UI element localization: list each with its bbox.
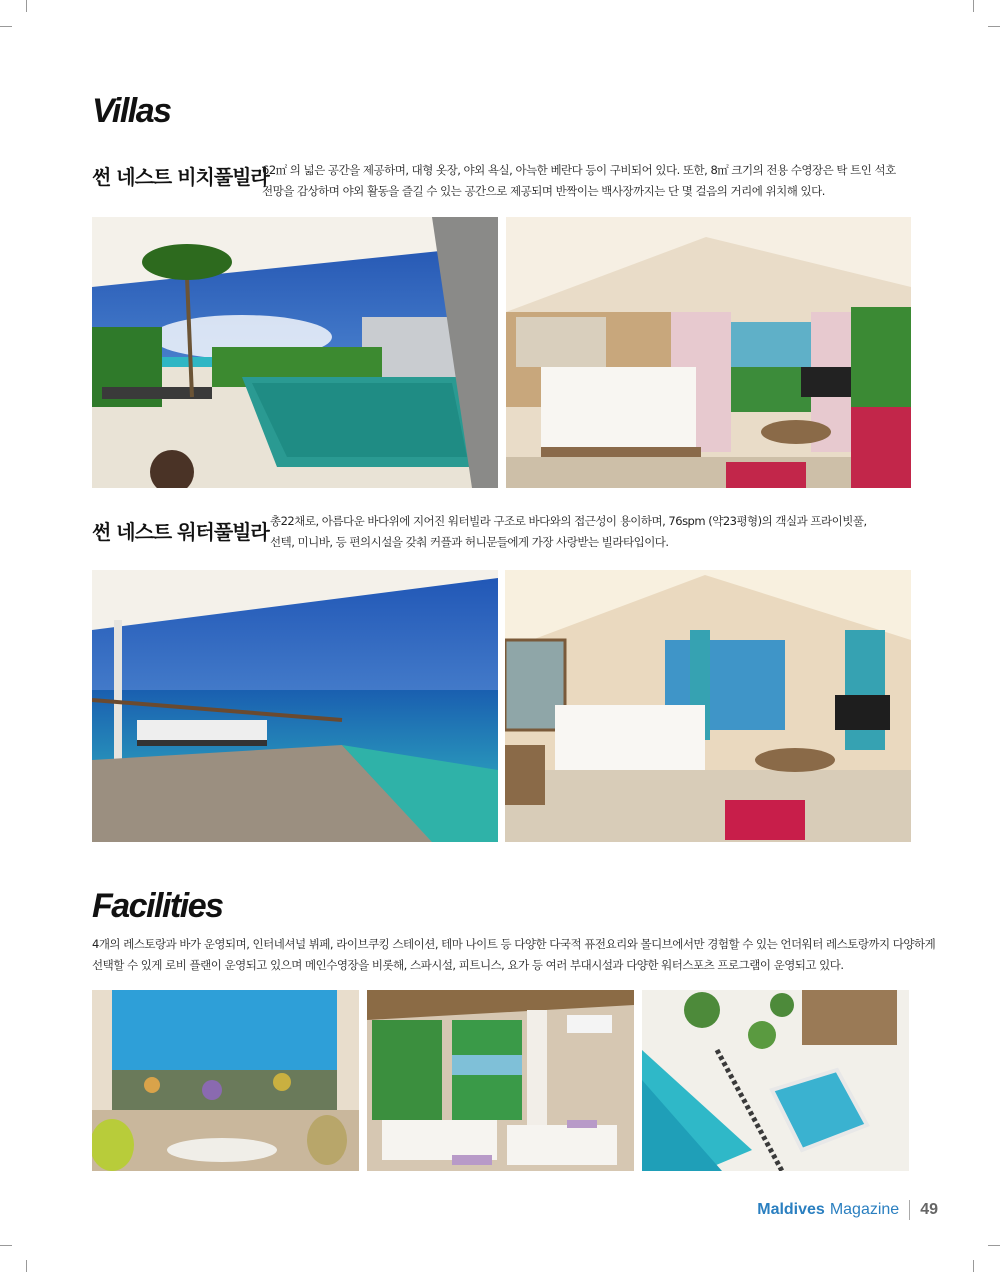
spa-room-photo xyxy=(367,990,634,1171)
villas-heading: Villas xyxy=(92,92,171,130)
facilities-heading: Facilities xyxy=(92,887,223,925)
description-line: 선텍, 미니바, 등 편의시설을 갖춰 커플과 허니문들에게 가장 사랑받는 빌라타입이다. xyxy=(270,535,669,549)
footer-divider xyxy=(909,1200,910,1220)
crop-mark xyxy=(0,1245,12,1246)
crop-mark xyxy=(973,1260,974,1272)
water-pool-villa-title: 썬 네스트 워터풀빌라 xyxy=(92,520,269,544)
crop-mark xyxy=(0,26,12,27)
facilities-description xyxy=(92,934,935,976)
underwater-restaurant-photo xyxy=(92,990,359,1171)
aerial-pool-photo xyxy=(642,990,909,1171)
page-number: 49 xyxy=(920,1201,938,1218)
magazine-brand-maldives: Maldives xyxy=(757,1201,825,1218)
beach-pool-villa-title: 썬 네스트 비치풀빌라 xyxy=(92,165,269,189)
beach-pool-villa-description xyxy=(262,160,896,202)
water-pool-villa-description xyxy=(270,511,867,553)
description-line: 전망을 감상하며 야외 활동을 즐길 수 있는 공간으로 제공되며 반짝이는 백사장까지는 단 몇 걸음의 거리에 위치해 있다. xyxy=(262,184,825,198)
beach-villa-bedroom-photo xyxy=(506,217,911,488)
description-line: 4개의 레스토랑과 바가 운영되며, 인터네셔널 뷔페, 라이브쿠킹 스테이션, 테마 나이트 등 다양한 다국적 퓨전요리와 몰디브에서만 경험할 수 있는 언더워터 레스토랑까지 다양하게 xyxy=(92,937,936,951)
description-line: 총22채로, 아름다운 바다위에 지어진 워터빌라 구조로 바다와의 접근성이 용이하며, 76spm (약23평형)의 객실과 프라이빗풀, xyxy=(270,514,867,528)
description-line: 62㎡ 의 넓은 공간을 제공하며, 대형 옷장, 야외 욕실, 아늑한 베란다 등이 구비되어 있다. 또한, 8㎡ 크기의 전용 수영장은 탁 트인 석호 xyxy=(262,163,896,177)
crop-mark xyxy=(988,1245,1000,1246)
magazine-brand-magazine: Magazine xyxy=(829,1201,900,1218)
water-villa-bedroom-photo xyxy=(505,570,911,842)
water-villa-deck-photo xyxy=(92,570,498,842)
description-line: 선택할 수 있게 로비 플랜이 운영되고 있으며 메인수영장을 비롯해, 스파시설, 피트니스, 요가 등 여러 부대시설과 다양한 워터스포츠 프로그램이 운영되고 있다. xyxy=(92,958,844,972)
beach-villa-pool-photo xyxy=(92,217,498,488)
crop-mark xyxy=(26,0,27,12)
page-footer xyxy=(757,1200,938,1220)
crop-mark xyxy=(973,0,974,12)
crop-mark xyxy=(988,26,1000,27)
crop-mark xyxy=(26,1260,27,1272)
